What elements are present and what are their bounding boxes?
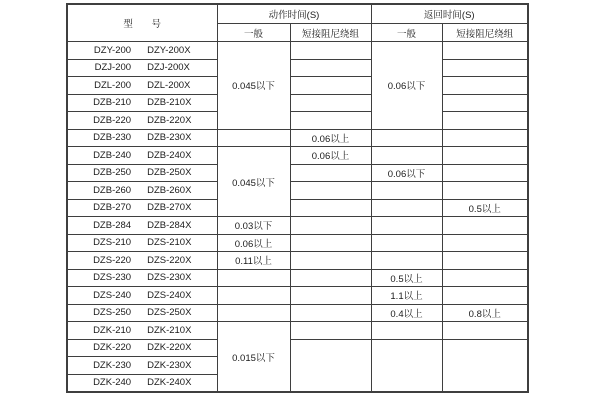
- return-damping-cell: [442, 287, 528, 305]
- table-row: [67, 269, 528, 287]
- model-base: DZS-230: [93, 272, 132, 284]
- model-cell: [67, 77, 217, 95]
- action-damping-cell: [290, 269, 371, 287]
- return-general-cell: [371, 199, 442, 217]
- return-damping-cell: [442, 147, 528, 165]
- model-base: DZB-284: [93, 219, 132, 231]
- model-cell: [67, 269, 217, 287]
- action-general-cell: 0.015以下: [217, 322, 290, 393]
- return-general-cell: [371, 234, 442, 252]
- action-damping-cell: [290, 287, 371, 305]
- model-cell: [67, 182, 217, 200]
- model-x: DZK-230X: [147, 359, 192, 371]
- return-general-cell: 0.06以下: [371, 42, 442, 130]
- return-damping-cell: [442, 217, 528, 235]
- model-base: DZY-200: [93, 44, 132, 56]
- model-base: DZS-240: [93, 289, 132, 301]
- model-base: DZS-210: [93, 237, 132, 249]
- action-damping-cell: [290, 164, 371, 182]
- model-base: DZB-260: [93, 184, 132, 196]
- header-return-damping: 短接阻尼绕组: [442, 24, 528, 42]
- model-cell: [67, 59, 217, 77]
- table-row: [67, 234, 528, 252]
- model-base: DZB-220: [93, 114, 132, 126]
- action-damping-cell: 0.06以上: [290, 147, 371, 165]
- model-cell: [67, 304, 217, 322]
- model-base: DZK-210: [93, 324, 132, 336]
- action-general-cell: 0.11以上: [217, 252, 290, 270]
- action-damping-cell: [290, 94, 371, 112]
- model-cell: [67, 252, 217, 270]
- model-cell: [67, 112, 217, 130]
- model-x: DZK-240X: [147, 377, 192, 389]
- model-base: DZS-220: [93, 254, 132, 266]
- header-return-time: 返回时间(S): [371, 4, 528, 24]
- table-row: [67, 217, 528, 235]
- action-damping-cell: [290, 182, 371, 200]
- table-row: [67, 322, 528, 340]
- action-general-cell: 0.045以下: [217, 147, 290, 217]
- action-damping-cell: [290, 234, 371, 252]
- table-row: [67, 59, 528, 77]
- model-cell: [67, 322, 217, 340]
- model-x: DZK-220X: [147, 342, 192, 354]
- action-damping-cell: [290, 339, 371, 392]
- model-base: DZS-250: [93, 307, 132, 319]
- model-x: DZL-200X: [147, 79, 191, 91]
- header-action-time: 动作时间(S): [217, 4, 371, 24]
- return-damping-cell: [442, 164, 528, 182]
- return-damping-cell: [442, 129, 528, 147]
- table-row: [67, 199, 528, 217]
- action-damping-cell: [290, 59, 371, 77]
- table-row: [67, 339, 528, 357]
- table-row: [67, 77, 528, 95]
- model-base: DZB-250: [93, 167, 132, 179]
- action-general-cell: 0.045以下: [217, 42, 290, 130]
- model-cell: [67, 339, 217, 357]
- action-damping-cell: [290, 199, 371, 217]
- return-general-cell: 1.1以上: [371, 287, 442, 305]
- return-general-cell: [371, 339, 442, 392]
- action-general-cell: [217, 269, 290, 287]
- model-x: DZK-210X: [147, 324, 192, 336]
- model-x: DZJ-200X: [147, 62, 190, 74]
- return-damping-cell: 0.8以上: [442, 304, 528, 322]
- return-damping-cell: [442, 112, 528, 130]
- model-cell: [67, 94, 217, 112]
- table-row: [67, 94, 528, 112]
- model-base: DZB-210: [93, 97, 132, 109]
- header-return-general: 一般: [371, 24, 442, 42]
- model-x: DZB-240X: [147, 149, 192, 161]
- table-row: [67, 164, 528, 182]
- model-cell: [67, 217, 217, 235]
- return-general-cell: [371, 252, 442, 270]
- model-base: DZB-230: [93, 132, 132, 144]
- model-x: DZS-210X: [147, 237, 192, 249]
- action-general-cell: [217, 304, 290, 322]
- model-base: DZJ-200: [94, 62, 132, 74]
- action-damping-cell: [290, 217, 371, 235]
- return-damping-cell: [442, 42, 528, 60]
- model-base: DZB-270: [93, 202, 132, 214]
- model-x: DZB-260X: [147, 184, 192, 196]
- return-general-cell: [371, 147, 442, 165]
- model-x: DZB-230X: [147, 132, 192, 144]
- return-damping-cell: [442, 94, 528, 112]
- table-row: [67, 112, 528, 130]
- return-general-cell: 0.06以下: [371, 164, 442, 182]
- return-damping-cell: [442, 322, 528, 340]
- return-general-cell: [371, 182, 442, 200]
- action-general-cell: [217, 287, 290, 305]
- model-x: DZY-200X: [147, 44, 191, 56]
- return-general-cell: [371, 322, 442, 340]
- model-base: DZK-220: [93, 342, 132, 354]
- action-general-cell: 0.06以上: [217, 234, 290, 252]
- table-row: [67, 147, 528, 165]
- action-damping-cell: [290, 112, 371, 130]
- action-damping-cell: [290, 322, 371, 340]
- model-cell: [67, 234, 217, 252]
- return-damping-cell: [442, 269, 528, 287]
- model-cell: [67, 357, 217, 375]
- table-row: [67, 129, 528, 147]
- action-damping-cell: [290, 77, 371, 95]
- action-general-cell: [217, 129, 290, 147]
- model-base: DZL-200: [94, 79, 132, 91]
- model-x: DZB-250X: [147, 167, 192, 179]
- model-cell: [67, 42, 217, 60]
- action-damping-cell: [290, 252, 371, 270]
- model-x: DZB-220X: [147, 114, 192, 126]
- return-damping-cell: [442, 182, 528, 200]
- model-cell: [67, 129, 217, 147]
- relay-spec-table: [66, 3, 529, 393]
- table-row: [67, 42, 528, 60]
- return-damping-cell: [442, 234, 528, 252]
- model-cell: [67, 164, 217, 182]
- action-damping-cell: [290, 304, 371, 322]
- action-damping-cell: [290, 42, 371, 60]
- model-cell: [67, 199, 217, 217]
- action-general-cell: 0.03以下: [217, 217, 290, 235]
- return-damping-cell: [442, 77, 528, 95]
- header-action-general: 一般: [217, 24, 290, 42]
- model-cell: [67, 147, 217, 165]
- header-action-damping: 短接阻尼绕组: [290, 24, 371, 42]
- return-damping-cell: [442, 252, 528, 270]
- model-cell: [67, 287, 217, 305]
- model-x: DZB-270X: [147, 202, 192, 214]
- model-x: DZS-240X: [147, 289, 192, 301]
- model-cell: [67, 374, 217, 392]
- model-x: DZS-250X: [147, 307, 192, 319]
- model-base: DZK-240: [93, 377, 132, 389]
- model-base: DZK-230: [93, 359, 132, 371]
- return-general-cell: 0.5以上: [371, 269, 442, 287]
- return-damping-cell: [442, 339, 528, 392]
- table-row: [67, 182, 528, 200]
- return-general-cell: [371, 217, 442, 235]
- model-x: DZB-284X: [147, 219, 192, 231]
- action-damping-cell: 0.06以上: [290, 129, 371, 147]
- table-row: [67, 304, 528, 322]
- table-row: [67, 287, 528, 305]
- return-general-cell: [371, 129, 442, 147]
- table-row: [67, 252, 528, 270]
- model-base: DZB-240: [93, 149, 132, 161]
- header-model: 型 号: [67, 4, 217, 42]
- model-x: DZS-220X: [147, 254, 192, 266]
- model-x: DZB-210X: [147, 97, 192, 109]
- return-damping-cell: [442, 59, 528, 77]
- return-damping-cell: 0.5以上: [442, 199, 528, 217]
- model-x: DZS-230X: [147, 272, 192, 284]
- return-general-cell: 0.4以上: [371, 304, 442, 322]
